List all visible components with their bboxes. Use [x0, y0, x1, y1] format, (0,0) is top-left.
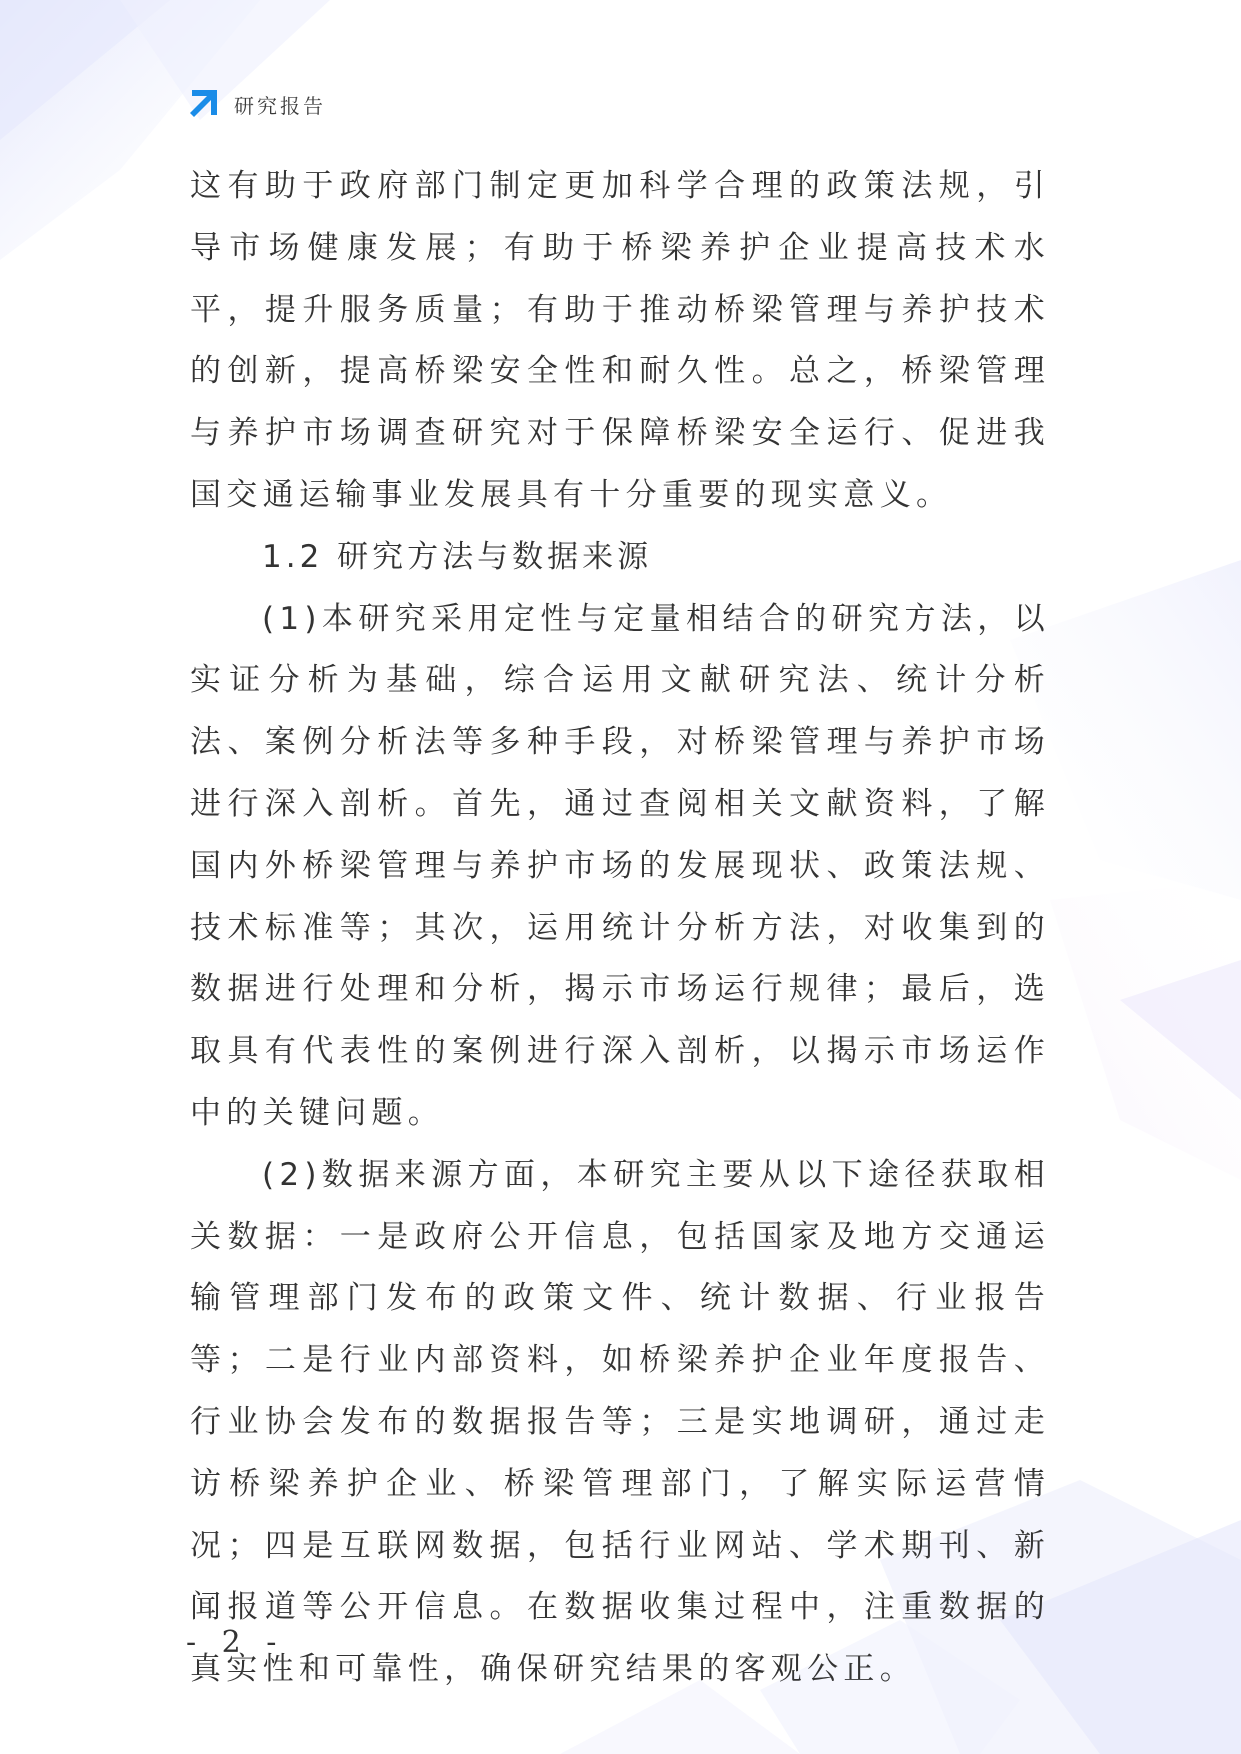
- body-paragraph: (2)数据来源方面，本研究主要从以下途径获取相关数据：一是政府公开信息，包括国家及地方交通运输管理部门发布的政策文件、统计数据、行业报告等；二是行业内部资料，如桥梁养护企业年度报告、行业协会发布的数据报告等；三是实地调研，通过走访桥梁养护企业、桥梁管理部门，了解实际运营情况；四是互联网数据，包括行业网站、学术期刊、新闻报道等公开信息。在数据收集过程中，注重数据的真实性和可靠性，确保研究结果的客观公正。: [190, 1156, 1050, 1688]
- body-paragraph: (1)本研究采用定性与定量相结合的研究方法，以实证分析为基础，综合运用文献研究法、统计分析法、案例分析法等多种手段，对桥梁管理与养护市场进行深入剖析。首先，通过查阅相关文献资料，了解国内外桥梁管理与养护市场的发展现状、政策法规、技术标准等；其次，运用统计分析方法，对收集到的数据进行处理和分析，揭示市场运行规律；最后，选取具有代表性的案例进行深入剖析，以揭示市场运作中的关键问题。: [190, 600, 1050, 1131]
- document-body: [190, 156, 1050, 1701]
- diagonal-arrow-logo-icon: [186, 87, 220, 121]
- body-paragraph: 这有助于政府部门制定更加科学合理的政策法规，引导市场健康发展；有助于桥梁养护企业提高技术水平，提升服务质量；有助于推动桥梁管理与养护技术的创新，提高桥梁安全性和耐久性。总之，桥梁管理与养护市场调查研究对于保障桥梁安全运行、促进我国交通运输事业发展具有十分重要的现实意义。: [190, 168, 1050, 513]
- header-title: 研究报告: [234, 93, 326, 118]
- report-header: [186, 86, 326, 122]
- page-number: - 2 -: [186, 1625, 285, 1660]
- section-heading: 1.2 研究方法与数据来源: [262, 538, 653, 575]
